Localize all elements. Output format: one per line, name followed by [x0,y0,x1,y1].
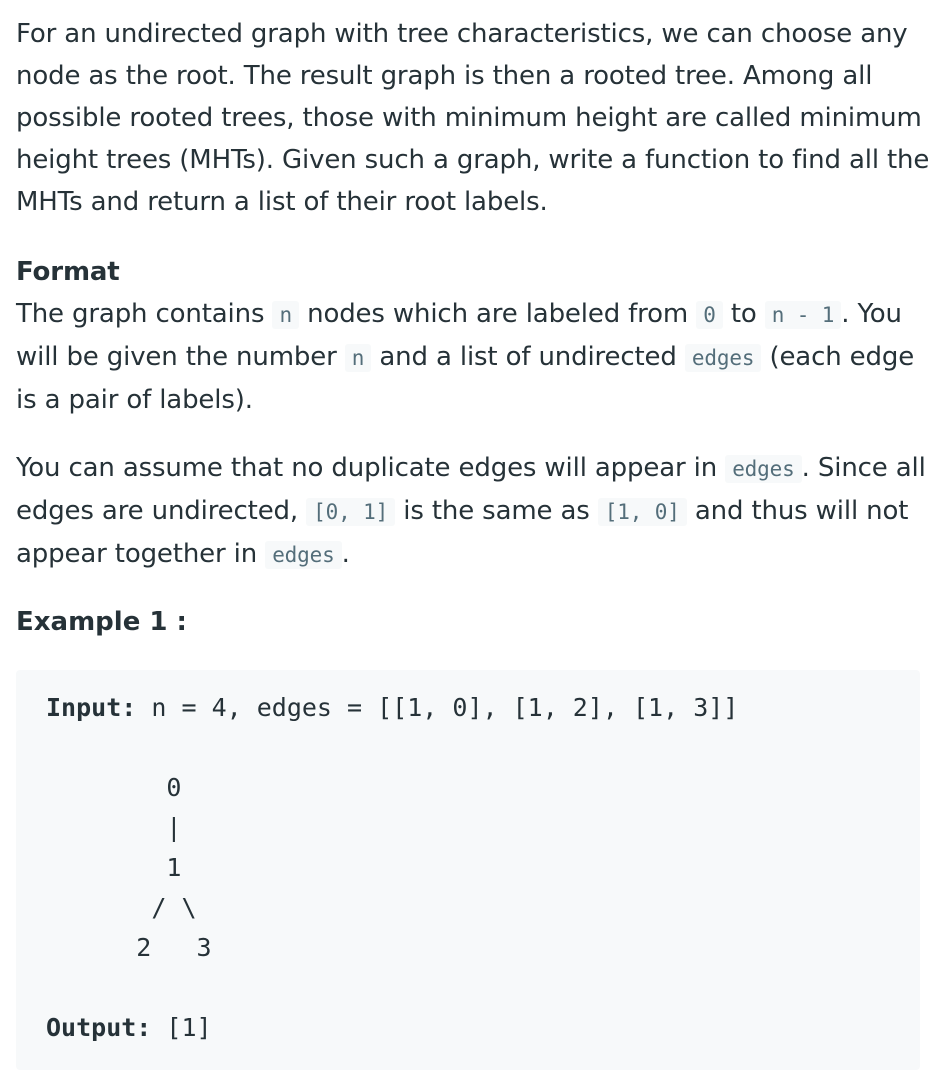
code-n-minus-1: n - 1 [765,301,841,329]
format-text-3: to [730,299,757,329]
format-text-5: and a list of undirected [379,342,677,372]
format-section [16,251,930,421]
assume-text-3: is the same as [403,496,590,526]
output-value: [1] [151,1013,212,1042]
format-text-1: The graph contains [16,299,265,329]
example-pre [46,688,920,1048]
input-label: Input: [46,693,137,722]
intro-text: For an undirected graph with tree characteristics, we can choose any node as the root. The result graph is then a rooted tree. Among all possible rooted trees, those with minimum height are called minimum height trees (MHTs). Given such a graph, write a function to find all the MHTs and return a list of their root labels. [16,19,930,217]
format-text-2: nodes which are labeled from [307,299,689,329]
format-text-6: (each edge is a pair of labels). [16,342,915,415]
example-title: Example 1 : [16,607,187,637]
assume-text-5: . [341,539,350,569]
format-heading: Format [16,257,120,287]
assume-text-4: and thus will not appear together in [16,496,909,569]
code-zero: 0 [696,301,723,329]
code-edges-2: edges [725,455,801,483]
input-value: n = 4, edges = [[1, 0], [1, 2], [1, 3]] [136,693,739,722]
code-pair-0-1: [0, 1] [306,498,395,526]
output-label: Output: [46,1013,152,1042]
assume-text-1: You can assume that no duplicate edges will appear in [16,453,718,483]
format-text-4: . You will be given the number [16,299,902,372]
code-n: n [272,301,299,329]
assume-text-2: . Since all edges are undirected, [16,453,926,526]
code-edges: edges [685,344,761,372]
code-edges-3: edges [265,541,341,569]
intro-paragraph [16,13,930,223]
assumption-paragraph [16,447,930,576]
tree-diagram: 0 | 1 / \ 2 3 [136,773,212,962]
code-n-2: n [345,344,372,372]
example-code-block [16,670,920,1070]
code-pair-1-0: [1, 0] [598,498,687,526]
